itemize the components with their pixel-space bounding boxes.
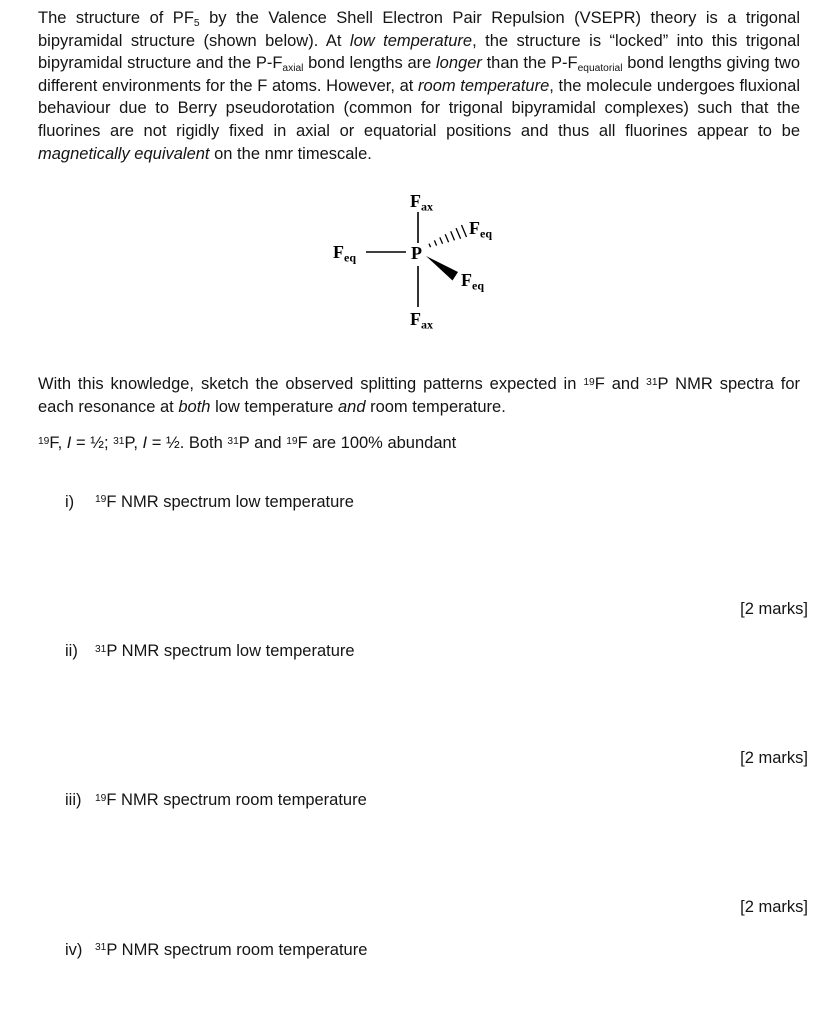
bond-hash-wedge-upper-right	[429, 225, 467, 247]
bond-solid-wedge-lower-right	[426, 256, 458, 281]
item-number: iii)	[65, 791, 82, 810]
nuclei-info-line: $^{19}$F, I = ½; $^{31}$P, I = ½. Both $^{31}$P and $^{19}$F are 100% abundant	[38, 434, 457, 453]
label-f-axial-top: Fax	[410, 191, 433, 214]
marks-label: [2 marks]	[740, 748, 808, 767]
pf5-structure-svg	[330, 185, 512, 343]
item-number: ii)	[65, 642, 78, 661]
intro-paragraph: The structure of $PF_5$ by the Valence Shell Electron Pair Repulsion (VSEPR) theory is a trigonal bipyramidal structure (shown below). At low temperature, the structure is “locked” into this trigonal bipyramidal structure and the $P-F_{axial}$ bond lengths are longer than the $P-F_{equatorial}$ bond lengths giving two different environments for the F atoms. However, at room temperature, the molecule undergoes fluxional behaviour due to Berry pseudorotation (common for trigonal bipyramidal complexes) such that the fluorines are not rigidly fixed in axial or equatorial positions and thus all fluorines appear to be magnetically equivalent on the nmr timescale.	[38, 9, 801, 163]
item-number: i)	[65, 492, 75, 511]
marks-label: [2 marks]	[740, 599, 808, 618]
question-item-iv	[65, 939, 800, 962]
item-label: $^{31}$P NMR spectrum low temperature	[95, 642, 355, 661]
question-item-ii	[65, 640, 800, 663]
item-number: iv)	[65, 940, 83, 959]
item-label: $^{19}$F NMR spectrum room temperature	[95, 791, 367, 810]
label-f-equatorial-left: Feq	[333, 242, 356, 265]
label-f-equatorial-upper-right: Feq	[469, 218, 492, 241]
marks-label: [2 marks]	[740, 897, 808, 916]
label-f-equatorial-lower-right: Feq	[461, 270, 484, 293]
item-label: $^{19}$F NMR spectrum low temperature	[95, 492, 354, 511]
item-label: $^{31}$P NMR spectrum room temperature	[95, 940, 368, 959]
pf5-structure-diagram	[330, 185, 512, 343]
question-item-iii	[65, 789, 800, 812]
question-paragraph: With this knowledge, sketch the observed splitting patterns expected in $^{19}$F and $^{31}$P NMR spectra for each resonance at both low temperature and room temperature.	[38, 375, 800, 416]
question-item-i	[65, 491, 800, 514]
label-p-center: P	[411, 243, 422, 264]
label-f-axial-bottom: Fax	[410, 309, 433, 332]
